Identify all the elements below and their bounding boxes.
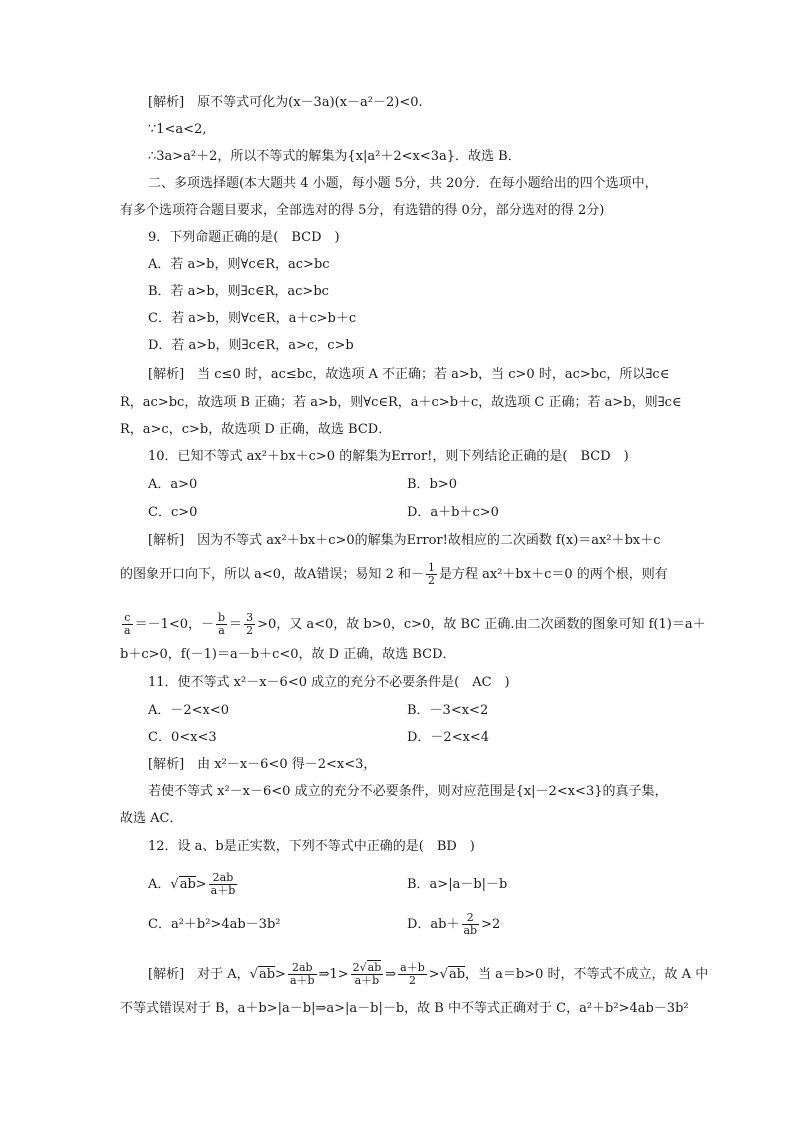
fraction-denominator: ab <box>463 924 478 937</box>
solution-8-line-1: [解析] 原不等式可化为(x－3a)(x－a²－2)<0. <box>148 95 423 110</box>
section-heading-line-1: 二、多项选择题(本大题共 4 小题，每小题 5分，共 20分．在每小题给出的四个选项中， <box>148 176 658 191</box>
solution-10-line-3-end: >0，又 a<0，故 b>0，c>0，故 BC 正确.由二次函数的图象可知 f(1)＝a＋ <box>257 617 706 632</box>
solution-10-line-3 <box>120 612 706 637</box>
greater-than: > <box>195 877 207 892</box>
solution-8-line-3: ∴3a>a²＋2，所以不等式的解集为{x|a²＋2<x<3a}．故选 B． <box>148 149 521 164</box>
option-d-suffix: >2 <box>481 917 501 932</box>
sqrt-sign-icon: √ <box>170 877 179 892</box>
question-11-option-c: C．0<x<3 <box>148 730 217 745</box>
fraction-2-over-ab <box>462 912 480 937</box>
greater-than: > <box>275 967 286 982</box>
solution-10-line-3-eq: ＝ <box>229 617 243 632</box>
solution-10-line-2 <box>120 562 668 587</box>
solution-9-line-2: R，ac>bc，故选项 B 正确；若 a>b，则∀c∈R，a＋c>b＋c，故选项 C 正确；若 a>b，则∃c∈ <box>120 395 682 410</box>
fraction-one-half <box>426 562 437 587</box>
question-12: 12．设 a、b是正实数，下列不等式中正确的是( BD ) <box>148 839 475 854</box>
sqrt-sign-icon: √ <box>249 967 258 982</box>
question-12-option-d <box>407 912 500 937</box>
fraction-numerator: b <box>218 611 226 624</box>
solution-10-line-2-start: 的图象开口向下，所以 a<0，故A错误；易知 2 和－ <box>120 567 424 582</box>
question-11-option-b: B．－3<x<2 <box>407 703 489 718</box>
solution-10-line-4: b＋c>0，f(－1)＝a－b＋c<0，故 D 正确，故选 BCD． <box>120 647 456 662</box>
solution-11-line-2: 若使不等式 x²－x－6<0 成立的充分不必要条件，则对应范围是{x|－2<x<3}的真子集， <box>148 784 668 799</box>
fraction-2ab-over-a-plus-b <box>209 872 238 897</box>
solution-8-line-2: ∵1<a<2, <box>148 122 207 137</box>
option-d-prefix: D．ab＋ <box>407 917 460 932</box>
implies-one-greater: ⇒1> <box>318 967 349 982</box>
fraction-2ab-over-a-plus-b <box>288 962 317 987</box>
fraction-denominator: 2 <box>408 974 416 987</box>
solution-10-line-2-end: 是方程 ax²＋bx＋c＝0 的两个根，则有 <box>438 567 668 582</box>
fraction-denominator: 2 <box>246 624 254 637</box>
question-12-option-c: C．a²＋b²>4ab－3b² <box>148 917 281 932</box>
fraction-denominator: a <box>124 624 131 637</box>
question-9-option-c: C．若 a>b，则∀c∈R，a＋c>b＋c <box>148 311 357 326</box>
fraction-numerator: a＋b <box>400 961 425 974</box>
question-10-option-d: D．a＋b＋c>0 <box>407 505 499 520</box>
question-11: 11．使不等式 x²－x－6<0 成立的充分不必要条件是( AC ) <box>148 675 510 690</box>
solution-12-line-2: 不等式错误对于 B，a＋b>|a－b|⇒a>|a－b|－b，故 B 中不等式正确对于 C，a²＋b²>4ab－3b² <box>120 1001 689 1016</box>
radicand-ab: ab <box>258 967 276 982</box>
question-11-option-a: A．－2<x<0 <box>148 703 230 718</box>
question-9-option-b: B．若 a>b，则∃c∈R，ac>bc <box>148 284 329 299</box>
fraction-denominator: 2 <box>427 574 435 587</box>
solution-12-prefix: [解析] 对于 A， <box>148 967 250 982</box>
fraction-numerator: 3 <box>246 611 254 624</box>
question-9: 9．下列命题正确的是( BCD ) <box>148 230 340 245</box>
question-10-option-a: A．a>0 <box>148 477 198 492</box>
fraction-c-over-a <box>122 612 133 637</box>
option-a-prefix: A． <box>148 877 171 892</box>
question-10: 10．已知不等式 ax²＋bx＋c>0 的解集为Error!，则下列结论正确的是( BCD ) <box>148 449 629 464</box>
question-9-option-a: A．若 a>b，则∀c∈R，ac>bc <box>148 257 330 272</box>
fraction-a-plus-b-over-2 <box>398 962 427 987</box>
question-11-option-d: D．－2<x<4 <box>407 730 490 745</box>
question-9-option-d: D．若 a>b，则∃c∈R，a>c，c>b <box>148 338 354 353</box>
implies-arrow: ⇒ <box>385 967 397 982</box>
fraction-denominator: a＋b <box>354 974 380 987</box>
solution-9-line-3: R，a>c，c>b，故选项 D 正确，故选 BCD． <box>120 422 392 437</box>
radicand-ab: ab <box>179 877 196 892</box>
greater-than: > <box>428 967 440 982</box>
fraction-2sqrtab-over-a-plus-b <box>351 962 384 987</box>
fraction-numerator: 2ab <box>288 962 317 975</box>
section-heading-line-2: 有多个选项符合题目要求，全部选对的得 5分，有选错的得 0分，部分选对的得 2分) <box>120 203 605 218</box>
radicand-ab: ab <box>367 961 382 974</box>
solution-12-line-1-end: ，当 a＝b>0 时，不等式不成立，故 A 中 <box>465 967 709 982</box>
sqrt-sign-icon: √ <box>359 961 367 974</box>
solution-10-line-3-mid: ＝－1<0，－ <box>134 617 214 632</box>
solution-12-line-1 <box>148 962 708 987</box>
coefficient: 2 <box>352 961 360 974</box>
solution-10-line-1: [解析] 因为不等式 ax²＋bx＋c>0的解集为Error!故相应的二次函数 f(x)＝ax²＋bx＋c <box>148 533 661 548</box>
fraction-b-over-a <box>216 612 227 637</box>
fraction-denominator: a＋b <box>289 974 315 987</box>
question-12-option-b: B．a>|a－b|－b <box>407 877 508 892</box>
fraction-denominator: a＋b <box>210 884 236 897</box>
fraction-three-halves <box>244 612 255 637</box>
fraction-denominator: a <box>218 624 225 637</box>
fraction-numerator: 2ab <box>209 872 238 885</box>
sqrt-sign-icon: √ <box>439 967 448 982</box>
question-12-option-a <box>148 872 239 897</box>
solution-11-line-3: 故选 AC． <box>120 811 183 826</box>
question-10-option-c: C．c>0 <box>148 505 198 520</box>
solution-9-line-1: [解析] 当 c≤0 时，ac≤bc，故选项 A 不正确；若 a>b，当 c>0 时，ac>bc，所以∃c∈ <box>148 367 670 382</box>
question-10-option-b: B．b>0 <box>407 477 458 492</box>
solution-11-line-1: [解析] 由 x²－x－6<0 得－2<x<3， <box>148 757 377 772</box>
fraction-numerator: 2 <box>462 912 480 925</box>
radicand-ab: ab <box>448 967 466 982</box>
fraction-numerator: c <box>122 612 133 625</box>
fraction-numerator: 1 <box>427 561 435 574</box>
